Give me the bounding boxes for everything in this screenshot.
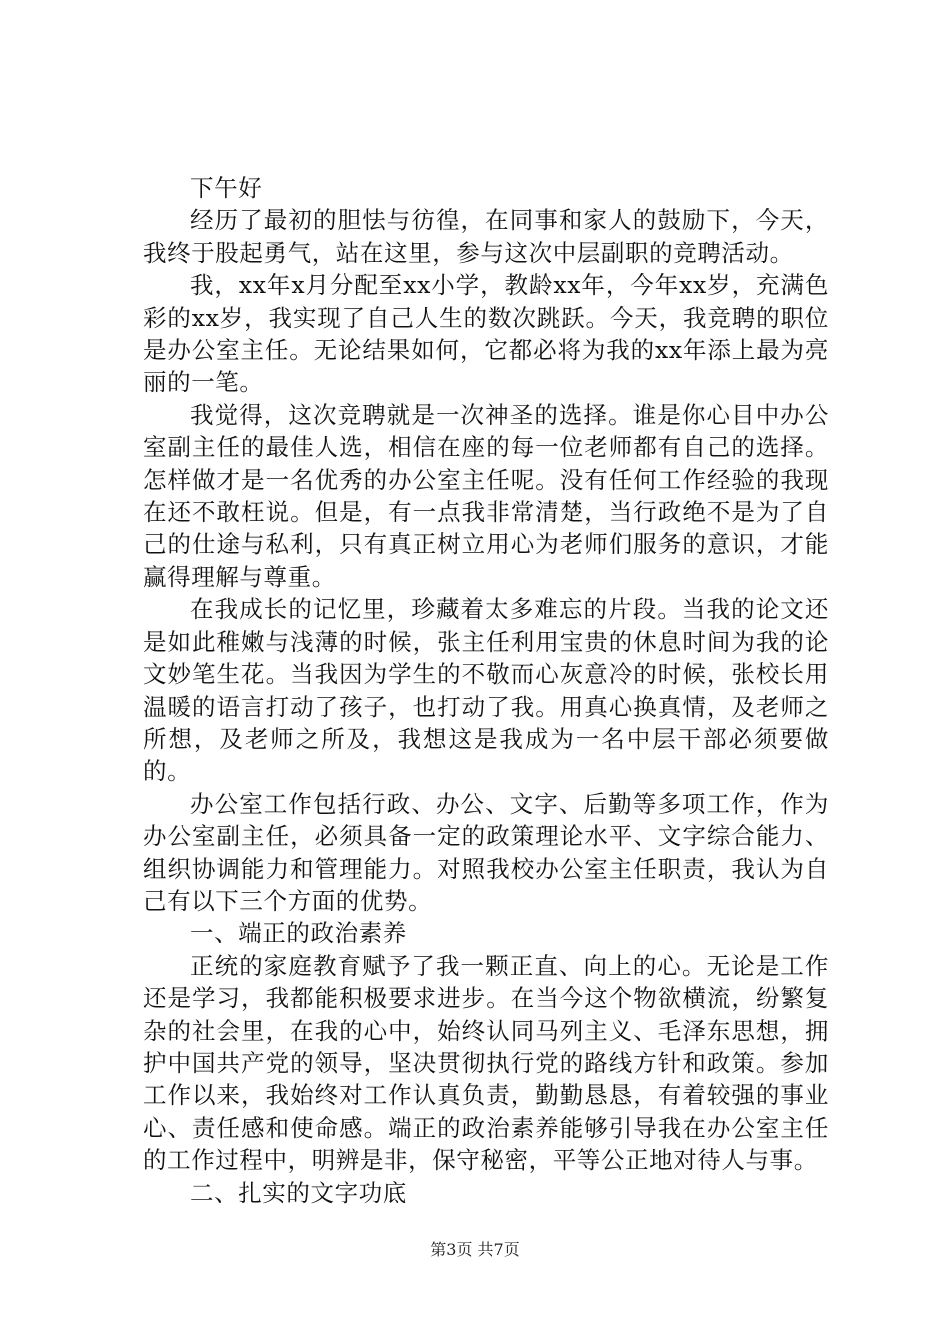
paragraph-intro: 经历了最初的胆怯与彷徨，在同事和家人的鼓励下，今天，我终于股起勇气，站在这里，参与这次中层副职的竞聘活动。 [143, 206, 829, 267]
paragraph-office-work: 办公室工作包括行政、办公、文字、后勤等多项工作，作为办公室副主任，必须具备一定的政策理论水平、文字综合能力、组织协调能力和管理能力。对照我校办公室主任职责，我认为自己有以下三个方面的优势。 [143, 789, 829, 915]
document-body [143, 172, 829, 1209]
section-heading-political: 一、端正的政治素养 [190, 919, 407, 948]
paragraph-greeting: 下午好 [190, 174, 263, 202]
paragraph-memories: 在我成长的记忆里，珍藏着太多难忘的片段。当我的论文还是如此稚嫩与浅薄的时候，张主任利用宝贵的休息时间为我的论文妙笔生花。当我因为学生的不敬而心灰意冷的时候，张校长用温暖的语言打动了孩子，也打动了我。用真心换真情，及老师之所想，及老师之所及，我想这是我成为一名中层干部必须要做的。 [143, 595, 829, 786]
paragraph-choice: 我觉得，这次竞聘就是一次神圣的选择。谁是你心目中办公室副主任的最佳人选，相信在座的每一位老师都有自己的选择。怎样做才是一名优秀的办公室主任呢。没有任何工作经验的我现在还不敢枉说。但是，有一点我非常清楚，当行政绝不是为了自己的仕途与私利，只有真正树立用心为老师们服务的意识，才能赢得理解与尊重。 [143, 400, 829, 591]
page-number-label: 第3页 共7页 [430, 1240, 520, 1259]
paragraph-background: 我，xx年x月分配至xx小学，教龄xx年，今年xx岁，充满色彩的xx岁，我实现了自己人生的数次跳跃。今天，我竞聘的职位是办公室主任。无论结果如何，它都必将为我的xx年添上最为亮丽的一笔。 [143, 271, 829, 397]
section-heading-writing: 二、扎实的文字功底 [190, 1178, 407, 1207]
page-footer [0, 1240, 950, 1260]
paragraph-political: 正统的家庭教育赋予了我一颗正直、向上的心。无论是工作还是学习，我都能积极要求进步。在当今这个物欲横流，纷繁复杂的社会里，在我的心中，始终认同马列主义、毛泽东思想，拥护中国共产党的领导，坚决贯彻执行党的路线方针和政策。参加工作以来，我始终对工作认真负责，勤勤恳恳，有着较强的事业心、责任感和使命感。端正的政治素养能够引导我在办公室主任的工作过程中，明辨是非，保守秘密，平等公正地对待人与事。 [143, 951, 829, 1175]
